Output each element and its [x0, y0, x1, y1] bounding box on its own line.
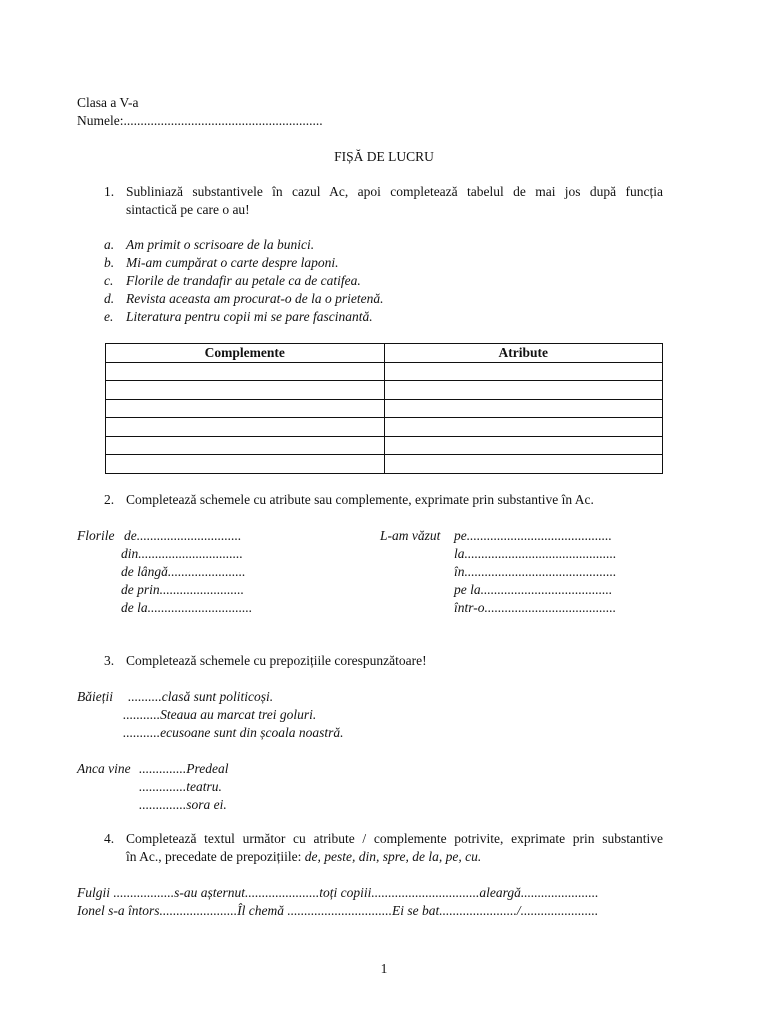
- page-number: 1: [380, 961, 388, 976]
- ex2-left-head: Florile: [77, 528, 115, 543]
- sentence-text: Am primit o scrisoare de la bunici.: [126, 237, 315, 252]
- ex2-right-head: L-am văzut: [380, 528, 441, 543]
- ex3-group1-blank[interactable]: ...........Steaua au marcat trei goluri.: [123, 707, 317, 722]
- header-complemente: Complemente: [106, 344, 385, 363]
- ex2-right-blank[interactable]: într-o.......................................: [454, 600, 617, 615]
- table-cell[interactable]: [106, 436, 385, 455]
- table-cell[interactable]: [384, 362, 663, 381]
- table-cell[interactable]: [106, 381, 385, 400]
- ex2-right-blank[interactable]: la.............................................: [454, 546, 617, 561]
- ex3-group2-head: Anca vine: [77, 761, 131, 776]
- sentence-marker: b.: [104, 255, 115, 270]
- table-row: [106, 418, 663, 437]
- ex2-left-blank[interactable]: de...............................: [124, 528, 242, 543]
- sentence-text: Revista aceasta am procurat-o de la o prietenă.: [126, 291, 384, 306]
- ex4-fill-line[interactable]: Ionel s-a întors.......................Îl chemă ...............................Ei se bat......................./.......................: [77, 903, 599, 918]
- table-row: [106, 381, 663, 400]
- table-row: [106, 362, 663, 381]
- ex4-prepositions: de, peste, din, spre, de la, pe, cu.: [304, 849, 482, 864]
- ex2-left-blank[interactable]: din...............................: [121, 546, 243, 561]
- table-cell[interactable]: [384, 436, 663, 455]
- ex2-left-blank[interactable]: de la...............................: [121, 600, 253, 615]
- ex2-left-blank[interactable]: de prin.........................: [121, 582, 244, 597]
- ex3-instruction: Completează schemele cu prepozițiile corespunzătoare!: [126, 653, 427, 668]
- table-row: [106, 436, 663, 455]
- table-row: [106, 455, 663, 474]
- sentence-text: Florile de trandafir au petale ca de catifea.: [126, 273, 361, 288]
- ex2-instruction: Completează schemele cu atribute sau complemente, exprimate prin substantive în Ac.: [126, 492, 594, 507]
- header-atribute: Atribute: [384, 344, 663, 363]
- ex3-group2-blank[interactable]: ..............teatru.: [139, 779, 222, 794]
- ex4-instruction-line2: [126, 848, 481, 866]
- table-header-row: [106, 344, 663, 363]
- table-cell[interactable]: [106, 455, 385, 474]
- sentence-marker: d.: [104, 291, 115, 306]
- ex1-instruction-line2: sintactică pe care o au!: [126, 202, 250, 217]
- sentence-marker: a.: [104, 237, 115, 252]
- ex2-right-blank[interactable]: pe la.......................................: [454, 582, 613, 597]
- table-cell[interactable]: [384, 455, 663, 474]
- ex4-number: 4.: [104, 831, 115, 846]
- ex4-fill-line[interactable]: Fulgii ..................s-au așternut......................toți copiii................................aleargă.......................: [77, 885, 599, 900]
- ex3-group2-blank[interactable]: ..............sora ei.: [139, 797, 227, 812]
- ex2-number: 2.: [104, 492, 115, 507]
- ex1-number: 1.: [104, 184, 115, 199]
- sentence-text: Mi-am cumpărat o carte despre laponi.: [126, 255, 339, 270]
- ex1-instruction-line1: Subliniază substantivele în cazul Ac, apoi completează tabelul de mai jos după funcția: [126, 184, 663, 199]
- ex3-group1-head: Băieții: [77, 689, 113, 704]
- ex3-group1-blank[interactable]: ..........clasă sunt politicoși.: [128, 689, 274, 704]
- sentence-text: Literatura pentru copii mi se pare fascinantă.: [126, 309, 373, 324]
- table-cell[interactable]: [106, 362, 385, 381]
- table-cell[interactable]: [106, 418, 385, 437]
- sentence-marker: c.: [104, 273, 114, 288]
- class-label: Clasa a V-a: [77, 95, 139, 110]
- table-cell[interactable]: [384, 399, 663, 418]
- sentence-marker: e.: [104, 309, 114, 324]
- answer-table: [105, 343, 663, 474]
- ex3-number: 3.: [104, 653, 115, 668]
- ex4-instruction-text: în Ac., precedate de prepozițiile:: [126, 849, 302, 864]
- table-cell[interactable]: [106, 399, 385, 418]
- ex2-right-blank[interactable]: pe...........................................: [454, 528, 612, 543]
- table-cell[interactable]: [384, 381, 663, 400]
- table-cell[interactable]: [384, 418, 663, 437]
- ex3-group1-blank[interactable]: ...........ecusoane sunt din școala noastră.: [123, 725, 344, 740]
- name-line: Numele:...........................................................: [77, 113, 323, 128]
- ex3-group2-blank[interactable]: ..............Predeal: [139, 761, 229, 776]
- page-title: FIȘĂ DE LUCRU: [334, 149, 434, 164]
- ex4-instruction-line1: Completează textul următor cu atribute / complemente potrivite, exprimate prin substantive: [126, 831, 663, 846]
- table-row: [106, 399, 663, 418]
- ex2-right-blank[interactable]: în.............................................: [454, 564, 617, 579]
- ex2-left-blank[interactable]: de lângă.......................: [121, 564, 246, 579]
